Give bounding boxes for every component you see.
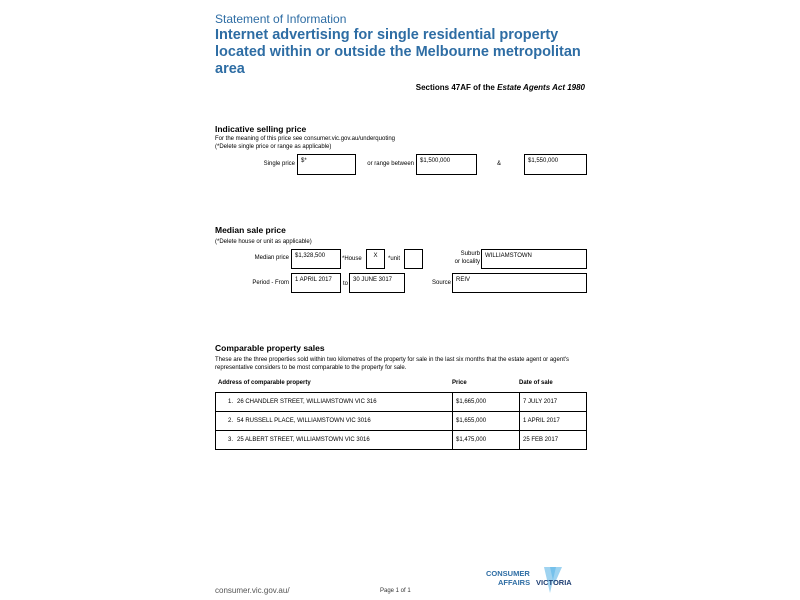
footer-url: consumer.vic.gov.au/ (215, 586, 290, 595)
median-price-label: Median price (254, 255, 289, 261)
row-address: 54 RUSSELL PLACE, WILLIAMSTOWN VIC 3016 (237, 418, 371, 424)
unit-checkbox[interactable] (404, 249, 423, 269)
indicative-note-2: (*Delete single price or range as applicable) (215, 144, 332, 150)
period-from-field[interactable]: 1 APRIL 2017 (291, 273, 341, 293)
period-to-field[interactable]: 30 JUNE 3017 (349, 273, 405, 293)
consumer-affairs-victoria-logo (484, 565, 589, 595)
row-number: 2. (227, 418, 233, 424)
suburb-label-line-2: or locality (454, 259, 480, 265)
address-cell (216, 412, 453, 431)
range-high-field[interactable]: $1,550,000 (524, 154, 587, 175)
comparable-heading: Comparable property sales (215, 343, 325, 353)
price-cell: $1,655,000 (453, 412, 520, 431)
date-cell: 7 JULY 2017 (520, 393, 587, 412)
suburb-label-line-1: Suburb (460, 251, 480, 257)
table-row (216, 393, 587, 412)
range-low-field[interactable]: $1,500,000 (416, 154, 477, 175)
col-date-header: Date of sale (519, 380, 553, 386)
document-title: Internet advertising for single residential property located within or outside the Melbourne metropolitan area (215, 27, 581, 77)
address-cell (216, 393, 453, 412)
row-number: 3. (227, 437, 233, 443)
median-heading: Median sale price (215, 225, 286, 235)
period-from-label: Period - From (252, 280, 289, 286)
median-note: (*Delete house or unit as applicable) (215, 239, 312, 245)
row-number: 1. (227, 399, 233, 405)
table-row (216, 431, 587, 450)
median-price-field[interactable]: $1,328,500 (291, 249, 341, 269)
date-cell: 1 APRIL 2017 (520, 412, 587, 431)
table-row (216, 412, 587, 431)
house-label: *House (342, 256, 362, 262)
page-number: Page 1 of 1 (380, 588, 411, 594)
source-field[interactable]: REIV (452, 273, 587, 293)
range-ampersand: & (497, 161, 502, 167)
range-label: or range between (367, 161, 414, 167)
col-address-header: Address of comparable property (218, 380, 311, 386)
house-checkbox[interactable]: X (366, 249, 385, 269)
comparable-note: These are the three properties sold within two kilometres of the property for sale in the last six months that the estate agent or agent's representative considers to be most comparable to the property for sale. (215, 357, 569, 371)
col-price-header: Price (452, 380, 467, 386)
source-label: Source (431, 280, 451, 286)
document-subtitle: Statement of Information (215, 12, 347, 26)
comparable-sales-table (215, 392, 587, 450)
row-address: 25 ALBERT STREET, WILLIAMSTOWN VIC 3016 (237, 437, 370, 443)
suburb-label (430, 250, 480, 266)
indicative-heading: Indicative selling price (215, 124, 307, 134)
period-to-label: to (343, 281, 349, 287)
logo-text-affairs: AFFAIRS (498, 578, 531, 587)
address-cell (216, 431, 453, 450)
date-cell: 25 FEB 2017 (520, 431, 587, 450)
logo-text-consumer: CONSUMER (486, 569, 530, 578)
price-cell: $1,475,000 (453, 431, 520, 450)
unit-label: *unit (388, 256, 401, 262)
indicative-note-1: For the meaning of this price see consumer.vic.gov.au/underquoting (215, 136, 395, 142)
logo-text-victoria: VICTORIA (536, 578, 572, 587)
suburb-field[interactable]: WILLIAMSTOWN (481, 249, 587, 269)
sections-prefix: Sections 47AF of the (415, 83, 498, 92)
single-price-field[interactable]: $* (297, 154, 356, 175)
single-price-label: Single price (263, 161, 295, 167)
price-cell: $1,665,000 (453, 393, 520, 412)
row-address: 26 CHANDLER STREET, WILLIAMSTOWN VIC 316 (237, 399, 377, 405)
legislation-reference (416, 83, 585, 92)
act-name: Estate Agents Act 1980 (497, 83, 585, 92)
